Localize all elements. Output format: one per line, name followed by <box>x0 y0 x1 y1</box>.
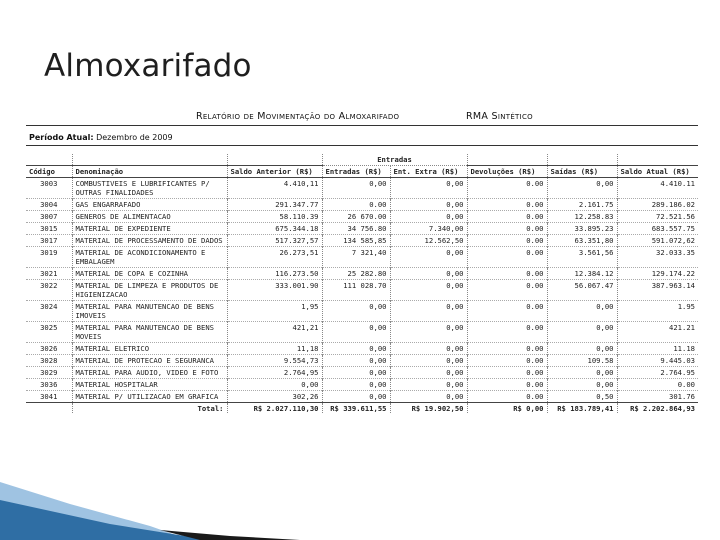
row-saldo-atual: 11.18 <box>617 343 698 355</box>
row-saidas: 63.351,80 <box>547 235 617 247</box>
row-saidas: 0,00 <box>547 367 617 379</box>
period-value: Dezembro de 2009 <box>96 133 173 142</box>
row-denominacao: GAS ENGARRAFADO <box>72 199 227 211</box>
row-saldo-anterior: 26.273,51 <box>227 247 322 268</box>
row-saldo-anterior: 58.110.39 <box>227 211 322 223</box>
row-codigo: 3022 <box>26 280 72 301</box>
header-spacer <box>547 154 617 166</box>
row-ent-extra: 0,00 <box>390 211 467 223</box>
row-codigo: 3036 <box>26 379 72 391</box>
rma-table <box>26 154 698 413</box>
row-codigo: 3029 <box>26 367 72 379</box>
row-codigo: 3015 <box>26 223 72 235</box>
total-saldo-atual: R$ 2.202.864,93 <box>617 403 698 414</box>
report-tag: RMA Sintético <box>466 111 533 122</box>
row-entradas: 7 321,40 <box>322 247 390 268</box>
row-denominacao: MATERIAL DE PROTECAO E SEGURANCA <box>72 355 227 367</box>
row-entradas: 0,00 <box>322 391 390 403</box>
row-saidas: 2.161.75 <box>547 199 617 211</box>
totals-blank <box>26 403 72 414</box>
row-ent-extra: 0,00 <box>390 199 467 211</box>
row-entradas: 0.00 <box>322 199 390 211</box>
row-saldo-atual: 32.033.35 <box>617 247 698 268</box>
period-label: Período Atual: <box>29 133 94 142</box>
row-saidas: 0,00 <box>547 322 617 343</box>
header-spacer <box>227 154 322 166</box>
col-header-devolucoes: Devoluções (R$) <box>467 166 547 178</box>
row-saldo-anterior: 333.001.90 <box>227 280 322 301</box>
row-entradas: 0,00 <box>322 178 390 199</box>
row-saldo-anterior: 0,00 <box>227 379 322 391</box>
row-saldo-atual: 129.174.22 <box>617 268 698 280</box>
row-saidas: 56.067.47 <box>547 280 617 301</box>
row-saldo-anterior: 9.554,73 <box>227 355 322 367</box>
row-saidas: 0,50 <box>547 391 617 403</box>
row-saldo-anterior: 675.344.18 <box>227 223 322 235</box>
row-saidas: 0,00 <box>547 379 617 391</box>
row-denominacao: MATERIAL PARA MANUTENCAO DE BENS MOVEIS <box>72 322 227 343</box>
row-devolucoes: 0.00 <box>467 199 547 211</box>
table-row <box>26 367 698 379</box>
row-codigo: 3024 <box>26 301 72 322</box>
row-saldo-anterior: 302,26 <box>227 391 322 403</box>
row-ent-extra: 0,00 <box>390 178 467 199</box>
row-saidas: 109.58 <box>547 355 617 367</box>
row-ent-extra: 0,00 <box>390 343 467 355</box>
totals-label: Total: <box>72 403 227 414</box>
table-row <box>26 391 698 403</box>
row-entradas: 0,00 <box>322 355 390 367</box>
total-ent-extra: R$ 19.902,50 <box>390 403 467 414</box>
col-header-entradas: Entradas (R$) <box>322 166 390 178</box>
row-devolucoes: 0.00 <box>467 223 547 235</box>
report-title-rule <box>26 125 698 126</box>
table-row <box>26 322 698 343</box>
period-line <box>29 133 173 142</box>
total-devolucoes: R$ 0,00 <box>467 403 547 414</box>
row-codigo: 3007 <box>26 211 72 223</box>
entradas-group-header: Entradas <box>322 154 467 166</box>
col-header-saldo-atual: Saldo Atual (R$) <box>617 166 698 178</box>
row-saidas: 3.561,56 <box>547 247 617 268</box>
row-ent-extra: 0,00 <box>390 367 467 379</box>
row-saldo-atual: 4.410.11 <box>617 178 698 199</box>
row-devolucoes: 0.00 <box>467 211 547 223</box>
row-denominacao: MATERIAL HOSPITALAR <box>72 379 227 391</box>
row-codigo: 3004 <box>26 199 72 211</box>
row-saldo-atual: 9.445.03 <box>617 355 698 367</box>
header-spacer <box>26 154 72 166</box>
row-codigo: 3017 <box>26 235 72 247</box>
row-denominacao: MATERIAL ELETRICO <box>72 343 227 355</box>
row-devolucoes: 0.00 <box>467 247 547 268</box>
row-ent-extra: 0,00 <box>390 280 467 301</box>
row-devolucoes: 0.00 <box>467 355 547 367</box>
row-ent-extra: 0,00 <box>390 322 467 343</box>
row-saldo-anterior: 4.410,11 <box>227 178 322 199</box>
row-devolucoes: 0.00 <box>467 379 547 391</box>
total-entradas: R$ 339.611,55 <box>322 403 390 414</box>
table-row <box>26 343 698 355</box>
report-title: Relatório de Movimentação do Almoxarifado <box>196 111 400 122</box>
row-saldo-atual: 289.186.02 <box>617 199 698 211</box>
row-ent-extra: 7.340,00 <box>390 223 467 235</box>
row-saidas: 12.258.83 <box>547 211 617 223</box>
decorative-corner-swoosh <box>0 460 300 540</box>
total-saldo-anterior: R$ 2.027.110,30 <box>227 403 322 414</box>
row-saidas: 0,00 <box>547 178 617 199</box>
row-ent-extra: 0,00 <box>390 268 467 280</box>
row-saldo-anterior: 1,95 <box>227 301 322 322</box>
row-codigo: 3026 <box>26 343 72 355</box>
total-saidas: R$ 183.789,41 <box>547 403 617 414</box>
row-saldo-anterior: 517.327,57 <box>227 235 322 247</box>
col-header-codigo: Código <box>26 166 72 178</box>
row-denominacao: MATERIAL DE LIMPEZA E PRODUTOS DE HIGIENIZACAO <box>72 280 227 301</box>
row-ent-extra: 0,00 <box>390 247 467 268</box>
table-row <box>26 301 698 322</box>
row-entradas: 0,00 <box>322 379 390 391</box>
row-denominacao: MATERIAL DE PROCESSAMENTO DE DADOS <box>72 235 227 247</box>
table-row <box>26 178 698 199</box>
row-devolucoes: 0.00 <box>467 301 547 322</box>
header-spacer <box>617 154 698 166</box>
row-devolucoes: 0.00 <box>467 178 547 199</box>
row-saidas: 12.384.12 <box>547 268 617 280</box>
row-entradas: 25 282.80 <box>322 268 390 280</box>
row-codigo: 3021 <box>26 268 72 280</box>
row-ent-extra: 12.562,50 <box>390 235 467 247</box>
row-denominacao: GENEROS DE ALIMENTACAO <box>72 211 227 223</box>
row-entradas: 111 028.70 <box>322 280 390 301</box>
row-entradas: 0,00 <box>322 322 390 343</box>
row-devolucoes: 0.00 <box>467 367 547 379</box>
row-saldo-anterior: 116.273.50 <box>227 268 322 280</box>
row-saldo-atual: 387.963.14 <box>617 280 698 301</box>
row-saldo-atual: 2.764.95 <box>617 367 698 379</box>
row-entradas: 0,00 <box>322 301 390 322</box>
row-denominacao: MATERIAL PARA MANUTENCAO DE BENS IMOVEIS <box>72 301 227 322</box>
table-row <box>26 355 698 367</box>
table-row <box>26 235 698 247</box>
table-row <box>26 280 698 301</box>
row-codigo: 3041 <box>26 391 72 403</box>
row-ent-extra: 0,00 <box>390 391 467 403</box>
row-saldo-atual: 0.00 <box>617 379 698 391</box>
period-rule <box>26 145 698 146</box>
row-saidas: 0,00 <box>547 301 617 322</box>
row-codigo: 3025 <box>26 322 72 343</box>
header-spacer <box>467 154 547 166</box>
row-entradas: 134 585,85 <box>322 235 390 247</box>
row-devolucoes: 0.00 <box>467 235 547 247</box>
row-entradas: 26 670.00 <box>322 211 390 223</box>
table-row <box>26 199 698 211</box>
row-saidas: 0,00 <box>547 343 617 355</box>
table-row <box>26 247 698 268</box>
col-header-denominacao: Denominação <box>72 166 227 178</box>
col-header-saidas: Saídas (R$) <box>547 166 617 178</box>
row-saldo-atual: 1.95 <box>617 301 698 322</box>
row-saldo-atual: 72.521.56 <box>617 211 698 223</box>
header-spacer <box>72 154 227 166</box>
row-saldo-anterior: 2.764,95 <box>227 367 322 379</box>
row-saldo-anterior: 291.347.77 <box>227 199 322 211</box>
col-header-saldo-anterior: Saldo Anterior (R$) <box>227 166 322 178</box>
row-entradas: 0,00 <box>322 367 390 379</box>
row-saldo-anterior: 11,18 <box>227 343 322 355</box>
row-devolucoes: 0.00 <box>467 391 547 403</box>
row-saidas: 33.895.23 <box>547 223 617 235</box>
row-saldo-atual: 683.557.75 <box>617 223 698 235</box>
totals-row <box>26 403 698 414</box>
row-codigo: 3019 <box>26 247 72 268</box>
row-denominacao: COMBUSTIVEIS E LUBRIFICANTES P/ OUTRAS FINALIDADES <box>72 178 227 199</box>
table-row <box>26 211 698 223</box>
row-saldo-atual: 421.21 <box>617 322 698 343</box>
table-row <box>26 223 698 235</box>
row-ent-extra: 0,00 <box>390 379 467 391</box>
row-saldo-atual: 591.072,62 <box>617 235 698 247</box>
row-saldo-atual: 301.76 <box>617 391 698 403</box>
row-entradas: 0,00 <box>322 343 390 355</box>
row-devolucoes: 0.00 <box>467 280 547 301</box>
slide-title: Almoxarifado <box>44 48 252 84</box>
row-devolucoes: 0.00 <box>467 268 547 280</box>
row-denominacao: MATERIAL DE EXPEDIENTE <box>72 223 227 235</box>
row-ent-extra: 0,00 <box>390 355 467 367</box>
row-saldo-anterior: 421,21 <box>227 322 322 343</box>
row-codigo: 3028 <box>26 355 72 367</box>
row-entradas: 34 756.80 <box>322 223 390 235</box>
table-row <box>26 268 698 280</box>
row-denominacao: MATERIAL PARA AUDIO, VIDEO E FOTO <box>72 367 227 379</box>
row-ent-extra: 0,00 <box>390 301 467 322</box>
row-devolucoes: 0.00 <box>467 322 547 343</box>
row-codigo: 3003 <box>26 178 72 199</box>
row-denominacao: MATERIAL DE ACONDICIONAMENTO E EMBALAGEM <box>72 247 227 268</box>
row-devolucoes: 0.00 <box>467 343 547 355</box>
col-header-ent-extra: Ent. Extra (R$) <box>390 166 467 178</box>
row-denominacao: MATERIAL DE COPA E COZINHA <box>72 268 227 280</box>
table-row <box>26 379 698 391</box>
row-denominacao: MATERIAL P/ UTILIZACAO EM GRAFICA <box>72 391 227 403</box>
